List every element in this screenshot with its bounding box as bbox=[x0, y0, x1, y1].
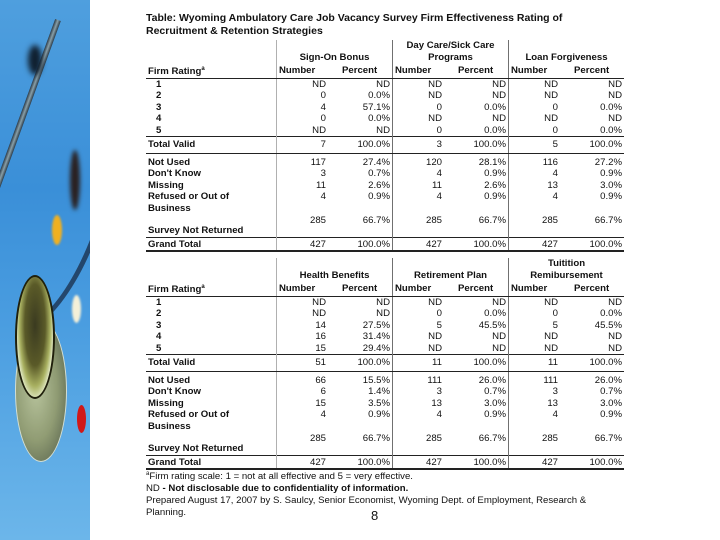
rating-label: 1 bbox=[156, 78, 162, 90]
percent-cell: 0.0% bbox=[600, 101, 622, 113]
percent-cell: 66.7% bbox=[594, 215, 622, 227]
number-cell: 3 bbox=[509, 386, 565, 398]
percent-cell: 100.0% bbox=[564, 137, 624, 154]
survey-table-2 bbox=[146, 258, 624, 470]
percent-cell: 100.0% bbox=[332, 455, 393, 469]
firm-rating-label: Firm Rating bbox=[148, 66, 202, 78]
number-cell: 4 bbox=[509, 409, 565, 433]
number-cell: ND bbox=[393, 296, 449, 308]
percent-cell: 31.4% bbox=[362, 331, 390, 343]
number-cell: 4 bbox=[277, 409, 333, 433]
percent-cell: 66.7% bbox=[362, 215, 390, 227]
percent-cell: ND bbox=[492, 113, 506, 125]
rating-label: 4 bbox=[156, 113, 162, 125]
group-header: Retirement Plan bbox=[393, 258, 509, 282]
number-cell: 4 bbox=[509, 191, 565, 215]
percent-cell: 100.0% bbox=[332, 355, 393, 372]
number-cell: ND bbox=[277, 308, 333, 320]
footnote-marker: a bbox=[201, 66, 205, 72]
percent-cell: 0.9% bbox=[484, 409, 506, 421]
group-header-row bbox=[146, 40, 624, 64]
number-cell: ND bbox=[277, 296, 333, 308]
number-cell: 427 bbox=[509, 237, 565, 251]
number-cell: ND bbox=[393, 343, 449, 355]
number-cell: 285 bbox=[393, 433, 449, 455]
grand-total-label: Grand Total bbox=[146, 455, 277, 469]
number-cell: 66 bbox=[277, 371, 333, 386]
group-header: Health Benefits bbox=[277, 258, 393, 282]
number-cell: 13 bbox=[393, 398, 449, 410]
footnote-prepared: Prepared August 17, 2007 by S. Saulcy, Senior Economist, Wyoming Dept. of Employment, Research & Planning. bbox=[146, 495, 587, 519]
number-cell: ND bbox=[509, 78, 565, 90]
footnote-scale: $^a$Firm rating scale: 1 = not at all effective and 5 = very effective. bbox=[146, 471, 413, 483]
number-cell: 16 bbox=[277, 331, 333, 343]
table-title: Table: Wyoming Ambulatory Care Job Vacancy Survey Firm Effectiveness Rating of Recruitment & Retention Strategies bbox=[146, 12, 563, 37]
group-header: Day Care/Sick Care Programs bbox=[393, 40, 509, 64]
percent-header: Percent bbox=[564, 282, 624, 296]
number-cell: 4 bbox=[509, 168, 565, 180]
percent-header: Percent bbox=[448, 64, 509, 78]
number-cell: 13 bbox=[509, 180, 565, 192]
percent-cell: 66.7% bbox=[594, 433, 622, 445]
percent-cell: 0.9% bbox=[600, 191, 622, 203]
rating-label: 2 bbox=[156, 90, 162, 102]
percent-cell: 2.6% bbox=[368, 179, 390, 191]
number-header: Number bbox=[277, 64, 333, 78]
percent-cell: 100.0% bbox=[448, 455, 509, 469]
percent-header: Percent bbox=[332, 282, 393, 296]
footnote-marker: a bbox=[201, 284, 205, 290]
percent-cell: 66.7% bbox=[478, 433, 506, 445]
number-cell: 0 bbox=[509, 308, 565, 320]
status-label: Don't Know bbox=[148, 168, 201, 180]
percent-cell: ND bbox=[608, 78, 622, 90]
percent-cell: 0.7% bbox=[484, 386, 506, 398]
percent-cell: ND bbox=[492, 90, 506, 102]
number-cell: 0 bbox=[393, 125, 449, 137]
percent-cell: ND bbox=[376, 78, 390, 90]
number-cell: 11 bbox=[509, 355, 565, 372]
status-label: Not Used bbox=[148, 156, 191, 168]
column-header-row bbox=[146, 64, 624, 78]
group-header: Loan Forgiveness bbox=[509, 40, 625, 64]
rating-label: 4 bbox=[156, 331, 162, 343]
percent-cell: 0.0% bbox=[600, 124, 622, 136]
number-cell: 285 bbox=[277, 433, 333, 455]
number-header: Number bbox=[509, 64, 565, 78]
rating-row bbox=[146, 343, 624, 355]
number-cell: 285 bbox=[509, 433, 565, 455]
percent-cell: 1.4% bbox=[368, 386, 390, 398]
decorative-stethoscope-image bbox=[0, 0, 90, 540]
number-cell: ND bbox=[277, 125, 333, 137]
number-cell: 11 bbox=[277, 180, 333, 192]
number-cell: 285 bbox=[277, 215, 333, 237]
number-cell: 13 bbox=[509, 398, 565, 410]
status-row bbox=[146, 433, 624, 455]
rating-row bbox=[146, 308, 624, 320]
status-label: Survey Not Returned bbox=[148, 225, 244, 237]
number-cell: 285 bbox=[393, 215, 449, 237]
percent-cell: ND bbox=[608, 113, 622, 125]
percent-cell: 3.0% bbox=[484, 397, 506, 409]
percent-cell: 3.5% bbox=[368, 397, 390, 409]
status-label: Don't Know bbox=[148, 386, 201, 398]
percent-cell: 0.9% bbox=[484, 191, 506, 203]
firm-rating-header bbox=[146, 64, 277, 78]
percent-cell: ND bbox=[376, 296, 390, 308]
status-label: Refused or Out of Business bbox=[148, 191, 230, 215]
number-cell: 427 bbox=[509, 455, 565, 469]
number-cell: 427 bbox=[277, 237, 333, 251]
number-cell: 7 bbox=[277, 137, 333, 154]
status-label: Missing bbox=[148, 397, 184, 409]
percent-cell: 0.7% bbox=[600, 386, 622, 398]
percent-cell: ND bbox=[608, 296, 622, 308]
number-cell: 5 bbox=[509, 320, 565, 332]
percent-cell: 57.1% bbox=[362, 101, 390, 113]
percent-cell: 45.5% bbox=[478, 319, 506, 331]
number-cell: 6 bbox=[277, 386, 333, 398]
percent-cell: 3.0% bbox=[600, 179, 622, 191]
number-cell: 0 bbox=[393, 308, 449, 320]
total-valid-label: Total Valid bbox=[146, 355, 277, 372]
number-cell: 15 bbox=[277, 398, 333, 410]
firm-rating-label: Firm Rating bbox=[148, 284, 202, 296]
percent-cell: 26.0% bbox=[478, 374, 506, 386]
total-valid-row bbox=[146, 137, 624, 154]
percent-cell: 27.4% bbox=[362, 156, 390, 168]
number-cell: 11 bbox=[393, 180, 449, 192]
status-row bbox=[146, 153, 624, 168]
status-row bbox=[146, 168, 624, 180]
number-cell: ND bbox=[509, 296, 565, 308]
percent-cell: 0.9% bbox=[484, 168, 506, 180]
number-cell: 116 bbox=[509, 153, 565, 168]
number-cell: 3 bbox=[277, 168, 333, 180]
number-cell: 4 bbox=[393, 191, 449, 215]
rating-row bbox=[146, 102, 624, 114]
number-cell: 0 bbox=[277, 90, 333, 102]
percent-cell: 0.0% bbox=[368, 113, 390, 125]
rating-row bbox=[146, 296, 624, 308]
percent-cell: 27.2% bbox=[594, 156, 622, 168]
percent-cell: 100.0% bbox=[332, 237, 393, 251]
percent-cell: 0.9% bbox=[368, 409, 390, 421]
percent-cell: 100.0% bbox=[564, 455, 624, 469]
number-cell: 117 bbox=[277, 153, 333, 168]
number-cell: 3 bbox=[393, 386, 449, 398]
percent-cell: 27.5% bbox=[362, 319, 390, 331]
number-cell: ND bbox=[509, 90, 565, 102]
percent-header: Percent bbox=[564, 64, 624, 78]
total-valid-row bbox=[146, 355, 624, 372]
status-row bbox=[146, 409, 624, 433]
rating-label: 5 bbox=[156, 342, 162, 354]
rating-row bbox=[146, 331, 624, 343]
number-cell: 11 bbox=[393, 355, 449, 372]
grand-total-label: Grand Total bbox=[146, 237, 277, 251]
number-cell: 427 bbox=[277, 455, 333, 469]
rating-label: 2 bbox=[156, 308, 162, 320]
percent-cell: 0.9% bbox=[600, 409, 622, 421]
percent-cell: ND bbox=[608, 90, 622, 102]
percent-cell: 66.7% bbox=[362, 433, 390, 445]
number-cell: 4 bbox=[393, 409, 449, 433]
percent-cell: ND bbox=[492, 342, 506, 354]
number-header: Number bbox=[277, 282, 333, 296]
percent-cell: 0.9% bbox=[368, 191, 390, 203]
percent-cell: 0.0% bbox=[600, 308, 622, 320]
percent-cell: 0.0% bbox=[368, 90, 390, 102]
number-cell: ND bbox=[509, 343, 565, 355]
number-header: Number bbox=[393, 282, 449, 296]
number-cell: ND bbox=[277, 78, 333, 90]
percent-header: Percent bbox=[448, 282, 509, 296]
status-label: Survey Not Returned bbox=[148, 443, 244, 455]
percent-cell: 26.0% bbox=[594, 374, 622, 386]
rating-row bbox=[146, 113, 624, 125]
group-header: Tuitition Remibursement bbox=[509, 258, 625, 282]
percent-cell: 100.0% bbox=[448, 237, 509, 251]
footnote-nd: ND - Not disclosable due to confidentiality of information. bbox=[146, 483, 409, 495]
number-cell: 120 bbox=[393, 153, 449, 168]
number-cell: 285 bbox=[509, 215, 565, 237]
percent-cell: ND bbox=[608, 342, 622, 354]
rating-row bbox=[146, 90, 624, 102]
status-row bbox=[146, 215, 624, 237]
percent-cell: 0.0% bbox=[484, 101, 506, 113]
number-cell: 15 bbox=[277, 343, 333, 355]
number-cell: 5 bbox=[509, 137, 565, 154]
percent-cell: 3.0% bbox=[600, 397, 622, 409]
firm-rating-header bbox=[146, 282, 277, 296]
status-row bbox=[146, 371, 624, 386]
status-row bbox=[146, 191, 624, 215]
number-cell: 5 bbox=[393, 320, 449, 332]
number-cell: ND bbox=[393, 331, 449, 343]
percent-cell: 100.0% bbox=[332, 137, 393, 154]
percent-cell: 15.5% bbox=[362, 374, 390, 386]
rating-label: 5 bbox=[156, 124, 162, 136]
number-cell: 51 bbox=[277, 355, 333, 372]
number-header: Number bbox=[393, 64, 449, 78]
percent-cell: 66.7% bbox=[478, 215, 506, 227]
page-number: 8 bbox=[371, 508, 379, 523]
percent-cell: 28.1% bbox=[478, 156, 506, 168]
status-row bbox=[146, 398, 624, 410]
blank-cell bbox=[146, 40, 277, 64]
number-cell: 0 bbox=[509, 102, 565, 114]
number-cell: ND bbox=[393, 78, 449, 90]
rating-row bbox=[146, 320, 624, 332]
percent-cell: 100.0% bbox=[564, 237, 624, 251]
rating-label: 1 bbox=[156, 296, 162, 308]
status-row bbox=[146, 386, 624, 398]
number-cell: ND bbox=[393, 113, 449, 125]
status-row bbox=[146, 180, 624, 192]
percent-cell: ND bbox=[492, 78, 506, 90]
column-header-row bbox=[146, 282, 624, 296]
number-cell: 0 bbox=[509, 125, 565, 137]
number-header: Number bbox=[509, 282, 565, 296]
number-cell: ND bbox=[509, 331, 565, 343]
number-cell: 3 bbox=[393, 137, 449, 154]
percent-cell: ND bbox=[376, 124, 390, 136]
rating-label: 3 bbox=[156, 319, 162, 331]
percent-cell: 0.0% bbox=[484, 308, 506, 320]
number-cell: 4 bbox=[277, 102, 333, 114]
group-header-row bbox=[146, 258, 624, 282]
total-valid-label: Total Valid bbox=[146, 137, 277, 154]
percent-cell: 2.6% bbox=[484, 179, 506, 191]
group-header: Sign-On Bonus bbox=[277, 40, 393, 64]
number-cell: 111 bbox=[393, 371, 449, 386]
percent-cell: 100.0% bbox=[448, 355, 509, 372]
percent-cell: ND bbox=[492, 296, 506, 308]
number-cell: 4 bbox=[277, 191, 333, 215]
status-label: Not Used bbox=[148, 374, 191, 386]
percent-cell: 29.4% bbox=[362, 342, 390, 354]
number-cell: 14 bbox=[277, 320, 333, 332]
percent-cell: ND bbox=[608, 331, 622, 343]
percent-cell: ND bbox=[492, 331, 506, 343]
number-cell: ND bbox=[393, 90, 449, 102]
percent-cell: 0.0% bbox=[484, 124, 506, 136]
grand-total-row bbox=[146, 237, 624, 251]
status-label: Missing bbox=[148, 179, 184, 191]
number-cell: 0 bbox=[393, 102, 449, 114]
percent-cell: 0.9% bbox=[600, 168, 622, 180]
percent-cell: ND bbox=[376, 308, 390, 320]
percent-cell: 100.0% bbox=[448, 137, 509, 154]
rating-label: 3 bbox=[156, 101, 162, 113]
status-label: Refused or Out of Business bbox=[148, 409, 230, 433]
number-cell: ND bbox=[509, 113, 565, 125]
survey-table-1 bbox=[146, 40, 624, 252]
rating-row bbox=[146, 78, 624, 90]
number-cell: 427 bbox=[393, 455, 449, 469]
number-cell: 427 bbox=[393, 237, 449, 251]
percent-cell: 100.0% bbox=[564, 355, 624, 372]
percent-header: Percent bbox=[332, 64, 393, 78]
blank-cell bbox=[146, 258, 277, 282]
number-cell: 4 bbox=[393, 168, 449, 180]
number-cell: 0 bbox=[277, 113, 333, 125]
number-cell: 111 bbox=[509, 371, 565, 386]
rating-row bbox=[146, 125, 624, 137]
percent-cell: 0.7% bbox=[368, 168, 390, 180]
percent-cell: 45.5% bbox=[594, 319, 622, 331]
